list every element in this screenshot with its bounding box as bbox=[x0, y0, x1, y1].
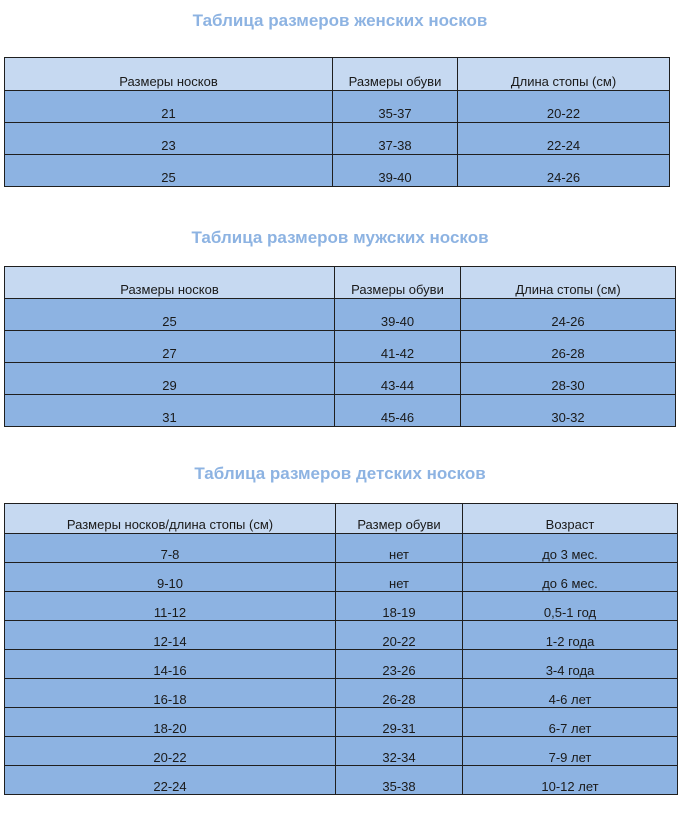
table-cell: 32-34 bbox=[336, 737, 463, 766]
table-cell: 37-38 bbox=[333, 123, 458, 155]
table-row bbox=[5, 563, 678, 592]
column-header: Размеры обуви bbox=[333, 58, 458, 91]
table-cell: 35-37 bbox=[333, 91, 458, 123]
table-cell: до 3 мес. bbox=[463, 534, 678, 563]
column-header: Размеры обуви bbox=[335, 267, 461, 299]
table-cell: 30-32 bbox=[461, 395, 676, 427]
table-row bbox=[5, 737, 678, 766]
table-cell: 27 bbox=[5, 331, 335, 363]
table-cell: 12-14 bbox=[5, 621, 336, 650]
table-cell: 3-4 года bbox=[463, 650, 678, 679]
column-header: Размеры носков/длина стопы (см) bbox=[5, 504, 336, 534]
column-header: Возраст bbox=[463, 504, 678, 534]
table-cell: 7-8 bbox=[5, 534, 336, 563]
table-cell: 25 bbox=[5, 299, 335, 331]
table-cell: 29 bbox=[5, 363, 335, 395]
table-cell: 1-2 года bbox=[463, 621, 678, 650]
column-header: Длина стопы (см) bbox=[458, 58, 670, 91]
table-cell: 43-44 bbox=[335, 363, 461, 395]
table-cell: 22-24 bbox=[458, 123, 670, 155]
table-row bbox=[5, 650, 678, 679]
header-row bbox=[5, 504, 678, 534]
table-cell: 31 bbox=[5, 395, 335, 427]
table-cell: 39-40 bbox=[333, 155, 458, 187]
table-cell: 4-6 лет bbox=[463, 679, 678, 708]
table-cell: до 6 мес. bbox=[463, 563, 678, 592]
table-row bbox=[5, 621, 678, 650]
table-row bbox=[5, 363, 676, 395]
table-cell: 20-22 bbox=[336, 621, 463, 650]
table-row bbox=[5, 331, 676, 363]
table-cell: нет bbox=[336, 534, 463, 563]
table-cell: 0,5-1 год bbox=[463, 592, 678, 621]
table-cell: 23 bbox=[5, 123, 333, 155]
column-header: Размеры носков bbox=[5, 267, 335, 299]
table-cell: 29-31 bbox=[336, 708, 463, 737]
table-cell: 35-38 bbox=[336, 766, 463, 795]
table-cell: 16-18 bbox=[5, 679, 336, 708]
header-row bbox=[5, 267, 676, 299]
header-row bbox=[5, 58, 670, 91]
table-cell: 20-22 bbox=[458, 91, 670, 123]
table-row bbox=[5, 592, 678, 621]
table-cell: 28-30 bbox=[461, 363, 676, 395]
table-cell: 18-19 bbox=[336, 592, 463, 621]
table-row bbox=[5, 766, 678, 795]
table-cell: 26-28 bbox=[336, 679, 463, 708]
kids-size-table bbox=[4, 503, 678, 795]
table-cell: 24-26 bbox=[461, 299, 676, 331]
women-size-table bbox=[4, 57, 670, 187]
kids-table-title: Таблица размеров детских носков bbox=[194, 464, 486, 483]
table-cell: 21 bbox=[5, 91, 333, 123]
table-cell: 25 bbox=[5, 155, 333, 187]
table-row bbox=[5, 534, 678, 563]
table-cell: 22-24 bbox=[5, 766, 336, 795]
women-table-title: Таблица размеров женских носков bbox=[192, 11, 488, 30]
table-row bbox=[5, 123, 670, 155]
table-row bbox=[5, 708, 678, 737]
table-row bbox=[5, 395, 676, 427]
men-table-title: Таблица размеров мужских носков bbox=[191, 228, 489, 247]
table-cell: 24-26 bbox=[458, 155, 670, 187]
table-row bbox=[5, 91, 670, 123]
table-cell: 20-22 bbox=[5, 737, 336, 766]
table-cell: 18-20 bbox=[5, 708, 336, 737]
table-row bbox=[5, 155, 670, 187]
table-cell: 26-28 bbox=[461, 331, 676, 363]
table-cell: 6-7 лет bbox=[463, 708, 678, 737]
table-cell: нет bbox=[336, 563, 463, 592]
men-size-table bbox=[4, 266, 676, 427]
column-header: Длина стопы (см) bbox=[461, 267, 676, 299]
table-row bbox=[5, 299, 676, 331]
table-cell: 7-9 лет bbox=[463, 737, 678, 766]
table-row bbox=[5, 679, 678, 708]
table-cell: 9-10 bbox=[5, 563, 336, 592]
table-cell: 11-12 bbox=[5, 592, 336, 621]
table-cell: 45-46 bbox=[335, 395, 461, 427]
column-header: Размер обуви bbox=[336, 504, 463, 534]
column-header: Размеры носков bbox=[5, 58, 333, 91]
table-cell: 39-40 bbox=[335, 299, 461, 331]
table-cell: 14-16 bbox=[5, 650, 336, 679]
table-cell: 41-42 bbox=[335, 331, 461, 363]
table-cell: 23-26 bbox=[336, 650, 463, 679]
table-cell: 10-12 лет bbox=[463, 766, 678, 795]
